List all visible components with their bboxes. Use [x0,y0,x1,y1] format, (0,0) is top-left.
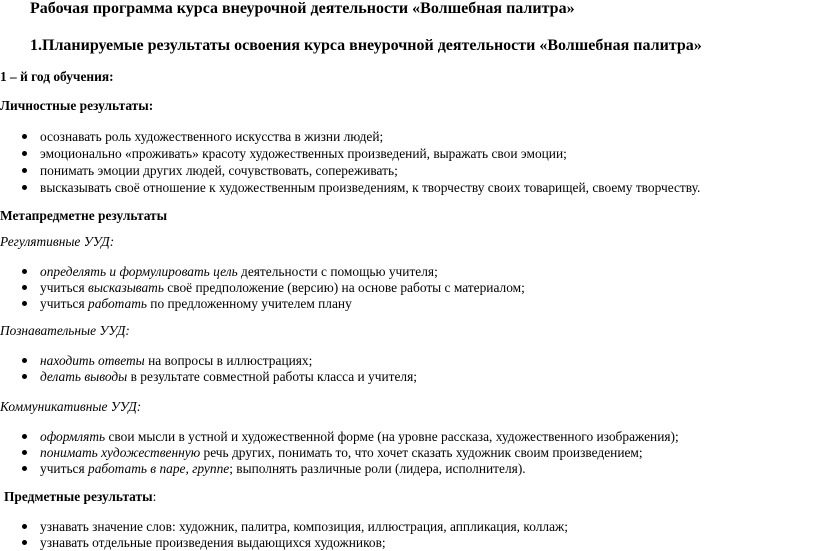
meta-results-heading: Метапредметне результаты [0,208,168,223]
subject-results-heading: Предметные результаты: [4,489,157,504]
regulative-heading: Регулятивные УУД: [0,234,115,249]
year-heading: 1 – й год обучения: [0,69,114,84]
document-title: Рабочая программа курса внеурочной деятельности «Волшебная палитра» [30,0,575,17]
communicative-heading: Коммуникативные УУД: [0,399,142,414]
section-title: 1.Планируемые результаты освоения курса внеурочной деятельности «Волшебная палитра» [30,37,702,54]
cognitive-heading: Познавательные УУД: [0,323,130,338]
personal-results-heading: Личностные результаты: [0,98,154,113]
